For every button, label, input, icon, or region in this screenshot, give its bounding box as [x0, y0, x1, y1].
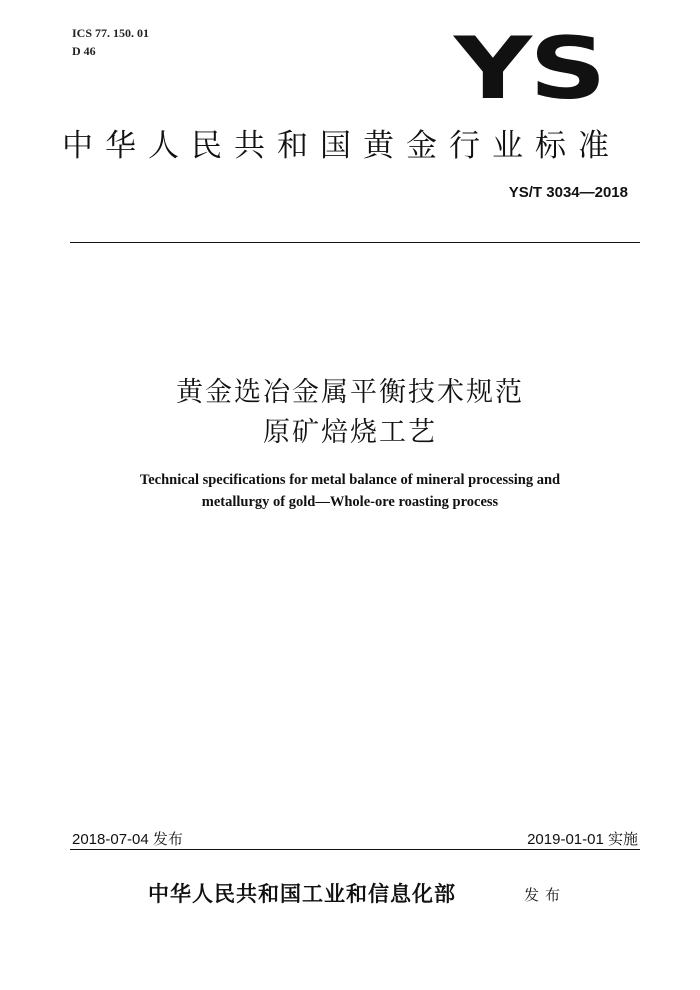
- header-divider: [70, 242, 640, 243]
- ics-code: ICS 77. 150. 01: [72, 26, 150, 40]
- chinese-title-line-1: 黄金选冶金属平衡技术规范: [176, 377, 524, 408]
- standard-number: YS/T 3034—2018: [508, 184, 628, 201]
- english-title-line-1: Technical specifications for metal balance of mineral processing and: [139, 472, 561, 488]
- ys-logo: YS: [453, 19, 604, 119]
- footer-divider: [70, 849, 640, 850]
- issue-label: 发布: [524, 886, 567, 904]
- standard-body-title: 中华人民共和国黄金行业标准: [62, 128, 621, 164]
- english-title-line-2: metallurgy of gold—Whole-ore roasting process: [201, 494, 499, 510]
- issue-date: 2018-07-04 发布: [72, 831, 183, 848]
- implementation-date: 2019-01-01 实施: [527, 831, 638, 848]
- classification-code: D 46: [72, 44, 96, 58]
- issuing-authority: 中华人民共和国工业和信息化部: [148, 881, 456, 906]
- chinese-title-line-2: 原矿焙烧工艺: [263, 417, 437, 448]
